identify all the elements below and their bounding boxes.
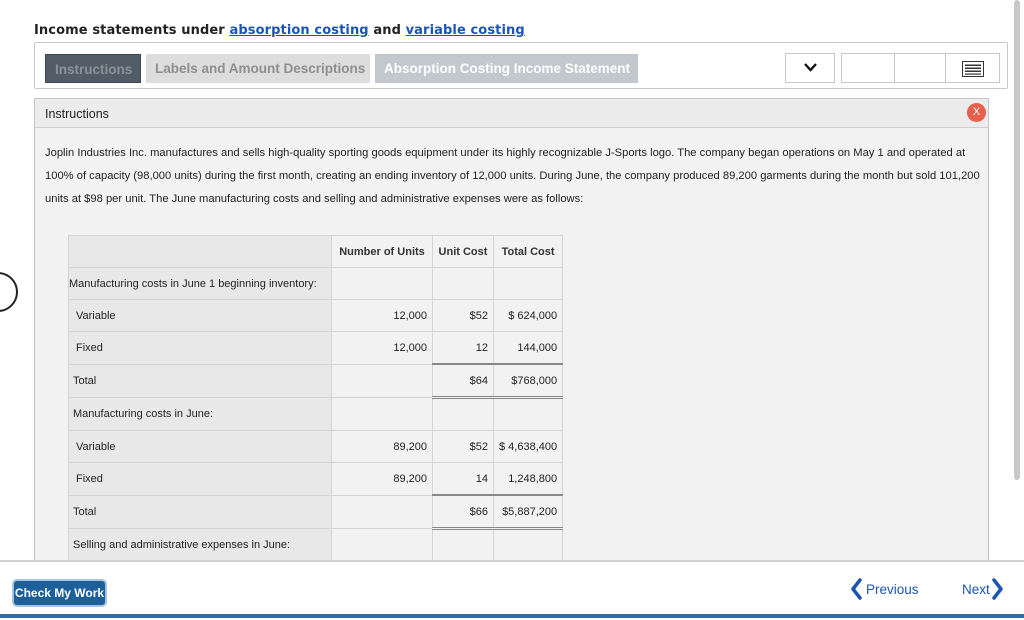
tab-slot-1[interactable] xyxy=(841,53,895,83)
panel-header xyxy=(35,99,988,128)
header-total-cost: Total Cost xyxy=(494,236,563,268)
menu-icon xyxy=(962,61,984,77)
more-tabs-dropdown[interactable] xyxy=(785,53,835,83)
row-total: 1,248,800 xyxy=(494,463,563,496)
row-unit-cost: $64 xyxy=(433,364,494,398)
row-total xyxy=(494,268,563,300)
row-total: $768,000 xyxy=(494,364,563,398)
row-units xyxy=(332,495,433,529)
cost-table xyxy=(68,235,563,568)
next-button[interactable] xyxy=(962,578,1004,600)
page-title xyxy=(34,23,525,38)
row-unit-cost: $52 xyxy=(433,300,494,332)
table-row xyxy=(69,300,563,332)
bottom-accent-line xyxy=(0,614,1024,618)
row-total xyxy=(494,398,563,431)
table-header-row xyxy=(69,236,563,268)
next-label: Next xyxy=(962,581,990,597)
previous-label: Previous xyxy=(866,581,919,597)
row-units xyxy=(332,529,433,562)
variable-costing-link[interactable]: variable costing xyxy=(405,23,525,38)
row-unit-cost xyxy=(433,268,494,300)
chevron-left-icon xyxy=(850,578,862,600)
row-label: Variable xyxy=(69,300,332,332)
tab-bar xyxy=(34,42,1008,89)
row-total: 144,000 xyxy=(494,332,563,365)
check-my-work-button[interactable]: Check My Work xyxy=(14,581,105,605)
close-icon[interactable]: X xyxy=(967,103,986,122)
row-units: 12,000 xyxy=(332,300,433,332)
table-row xyxy=(69,495,563,529)
row-total: $5,887,200 xyxy=(494,495,563,529)
header-number-of-units: Number of Units xyxy=(332,236,433,268)
row-unit-cost: 14 xyxy=(433,463,494,496)
row-unit-cost xyxy=(433,398,494,431)
title-prefix: Income statements under xyxy=(34,23,230,38)
row-unit-cost xyxy=(433,529,494,562)
row-total xyxy=(494,529,563,562)
row-label: Total xyxy=(69,364,332,398)
row-total: $ 624,000 xyxy=(494,300,563,332)
table-row xyxy=(69,332,563,365)
chevron-right-icon xyxy=(992,578,1004,600)
table-row xyxy=(69,431,563,463)
row-units xyxy=(332,268,433,300)
row-unit-cost: 12 xyxy=(433,332,494,365)
tab-absorption-costing-income-statement[interactable]: Absorption Costing Income Statement xyxy=(375,54,638,83)
table-row xyxy=(69,364,563,398)
row-label: Variable xyxy=(69,431,332,463)
table-row xyxy=(69,529,563,562)
row-units: 89,200 xyxy=(332,431,433,463)
row-units xyxy=(332,398,433,431)
page-scrollbar[interactable] xyxy=(1014,0,1020,480)
header-blank xyxy=(69,236,332,268)
tab-instructions[interactable]: Instructions xyxy=(45,54,141,83)
row-label: Fixed xyxy=(69,332,332,365)
row-units: 12,000 xyxy=(332,332,433,365)
chevron-down-icon xyxy=(804,63,817,72)
row-label: Selling and administrative expenses in June: xyxy=(69,529,332,562)
row-units xyxy=(332,364,433,398)
row-label: Fixed xyxy=(69,463,332,496)
title-mid: and xyxy=(368,23,406,38)
row-label: Total xyxy=(69,495,332,529)
row-total: $ 4,638,400 xyxy=(494,431,563,463)
absorption-costing-link[interactable]: absorption costing xyxy=(229,23,369,38)
row-units: 89,200 xyxy=(332,463,433,496)
tab-slot-2[interactable] xyxy=(894,53,946,83)
row-label: Manufacturing costs in June: xyxy=(69,398,332,431)
row-unit-cost: $52 xyxy=(433,431,494,463)
header-unit-cost: Unit Cost xyxy=(433,236,494,268)
instructions-text: Joplin Industries Inc. manufactures and sells high-quality sporting goods equipment under its highly recognizable J-Sports logo. The company began operations on May 1 and operated at 100% of capacity (98,000 units) during the first month, creating an ending inventory of 12,000 units. During June, the company produced 89,200 garments during the month but sold 101,200 units at $98 per unit. The June manufacturing costs and selling and administrative expenses were as follows: xyxy=(45,147,980,205)
previous-button[interactable] xyxy=(850,578,919,600)
row-unit-cost: $66 xyxy=(433,495,494,529)
table-row xyxy=(69,463,563,496)
table-row xyxy=(69,268,563,300)
table-row xyxy=(69,398,563,431)
menu-button[interactable] xyxy=(945,53,1000,83)
row-label: Manufacturing costs in June 1 beginning inventory: xyxy=(69,268,332,300)
panel-title: Instructions xyxy=(45,107,109,121)
instructions-panel xyxy=(34,98,989,568)
tab-labels-and-amount-descriptions[interactable]: Labels and Amount Descriptions xyxy=(146,54,370,83)
decorative-circle xyxy=(0,272,18,312)
